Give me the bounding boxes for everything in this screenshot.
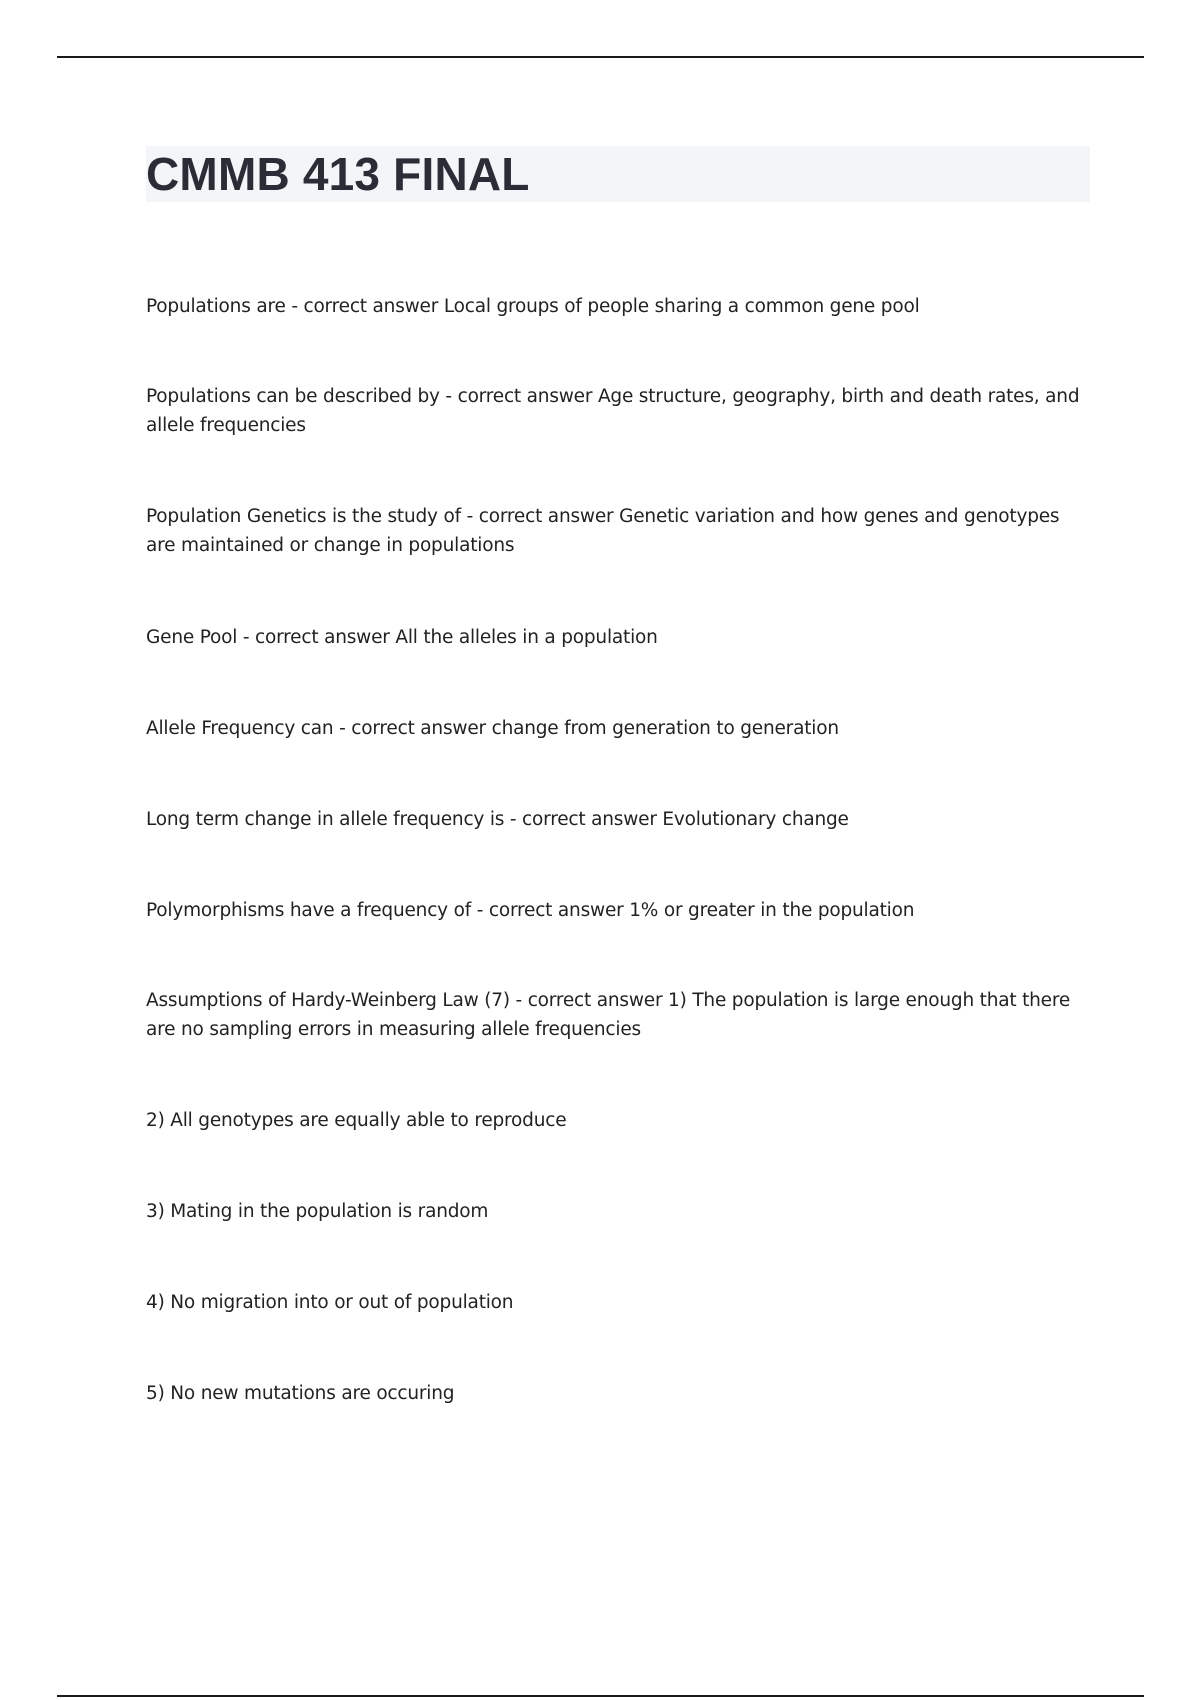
list-item: 4) No migration into or out of population	[146, 1292, 514, 1313]
qa-entry: Gene Pool - correct answer All the alleles in a population	[146, 627, 658, 648]
qa-entry: Allele Frequency can - correct answer change from generation to generation	[146, 718, 839, 739]
qa-entry: Population Genetics is the study of - correct answer Genetic variation and how genes and genotypes are maintained or change in populations	[146, 506, 1060, 556]
list-item: 3) Mating in the population is random	[146, 1201, 489, 1222]
qa-entry: Long term change in allele frequency is - correct answer Evolutionary change	[146, 809, 849, 830]
bottom-rule	[57, 1695, 1144, 1697]
page-title: CMMB 413 FINAL	[146, 148, 530, 200]
list-item: 5) No new mutations are occuring	[146, 1383, 455, 1404]
list-item: 2) All genotypes are equally able to reproduce	[146, 1110, 567, 1131]
top-rule	[57, 56, 1144, 58]
qa-entry: Polymorphisms have a frequency of - correct answer 1% or greater in the population	[146, 900, 915, 921]
qa-entry: Populations are - correct answer Local groups of people sharing a common gene pool	[146, 296, 920, 317]
qa-entry: Assumptions of Hardy-Weinberg Law (7) - correct answer 1) The population is large enough that there are no sampling errors in measuring allele frequencies	[146, 990, 1071, 1040]
qa-entry: Populations can be described by - correct answer Age structure, geography, birth and death rates, and allele frequencies	[146, 386, 1080, 436]
